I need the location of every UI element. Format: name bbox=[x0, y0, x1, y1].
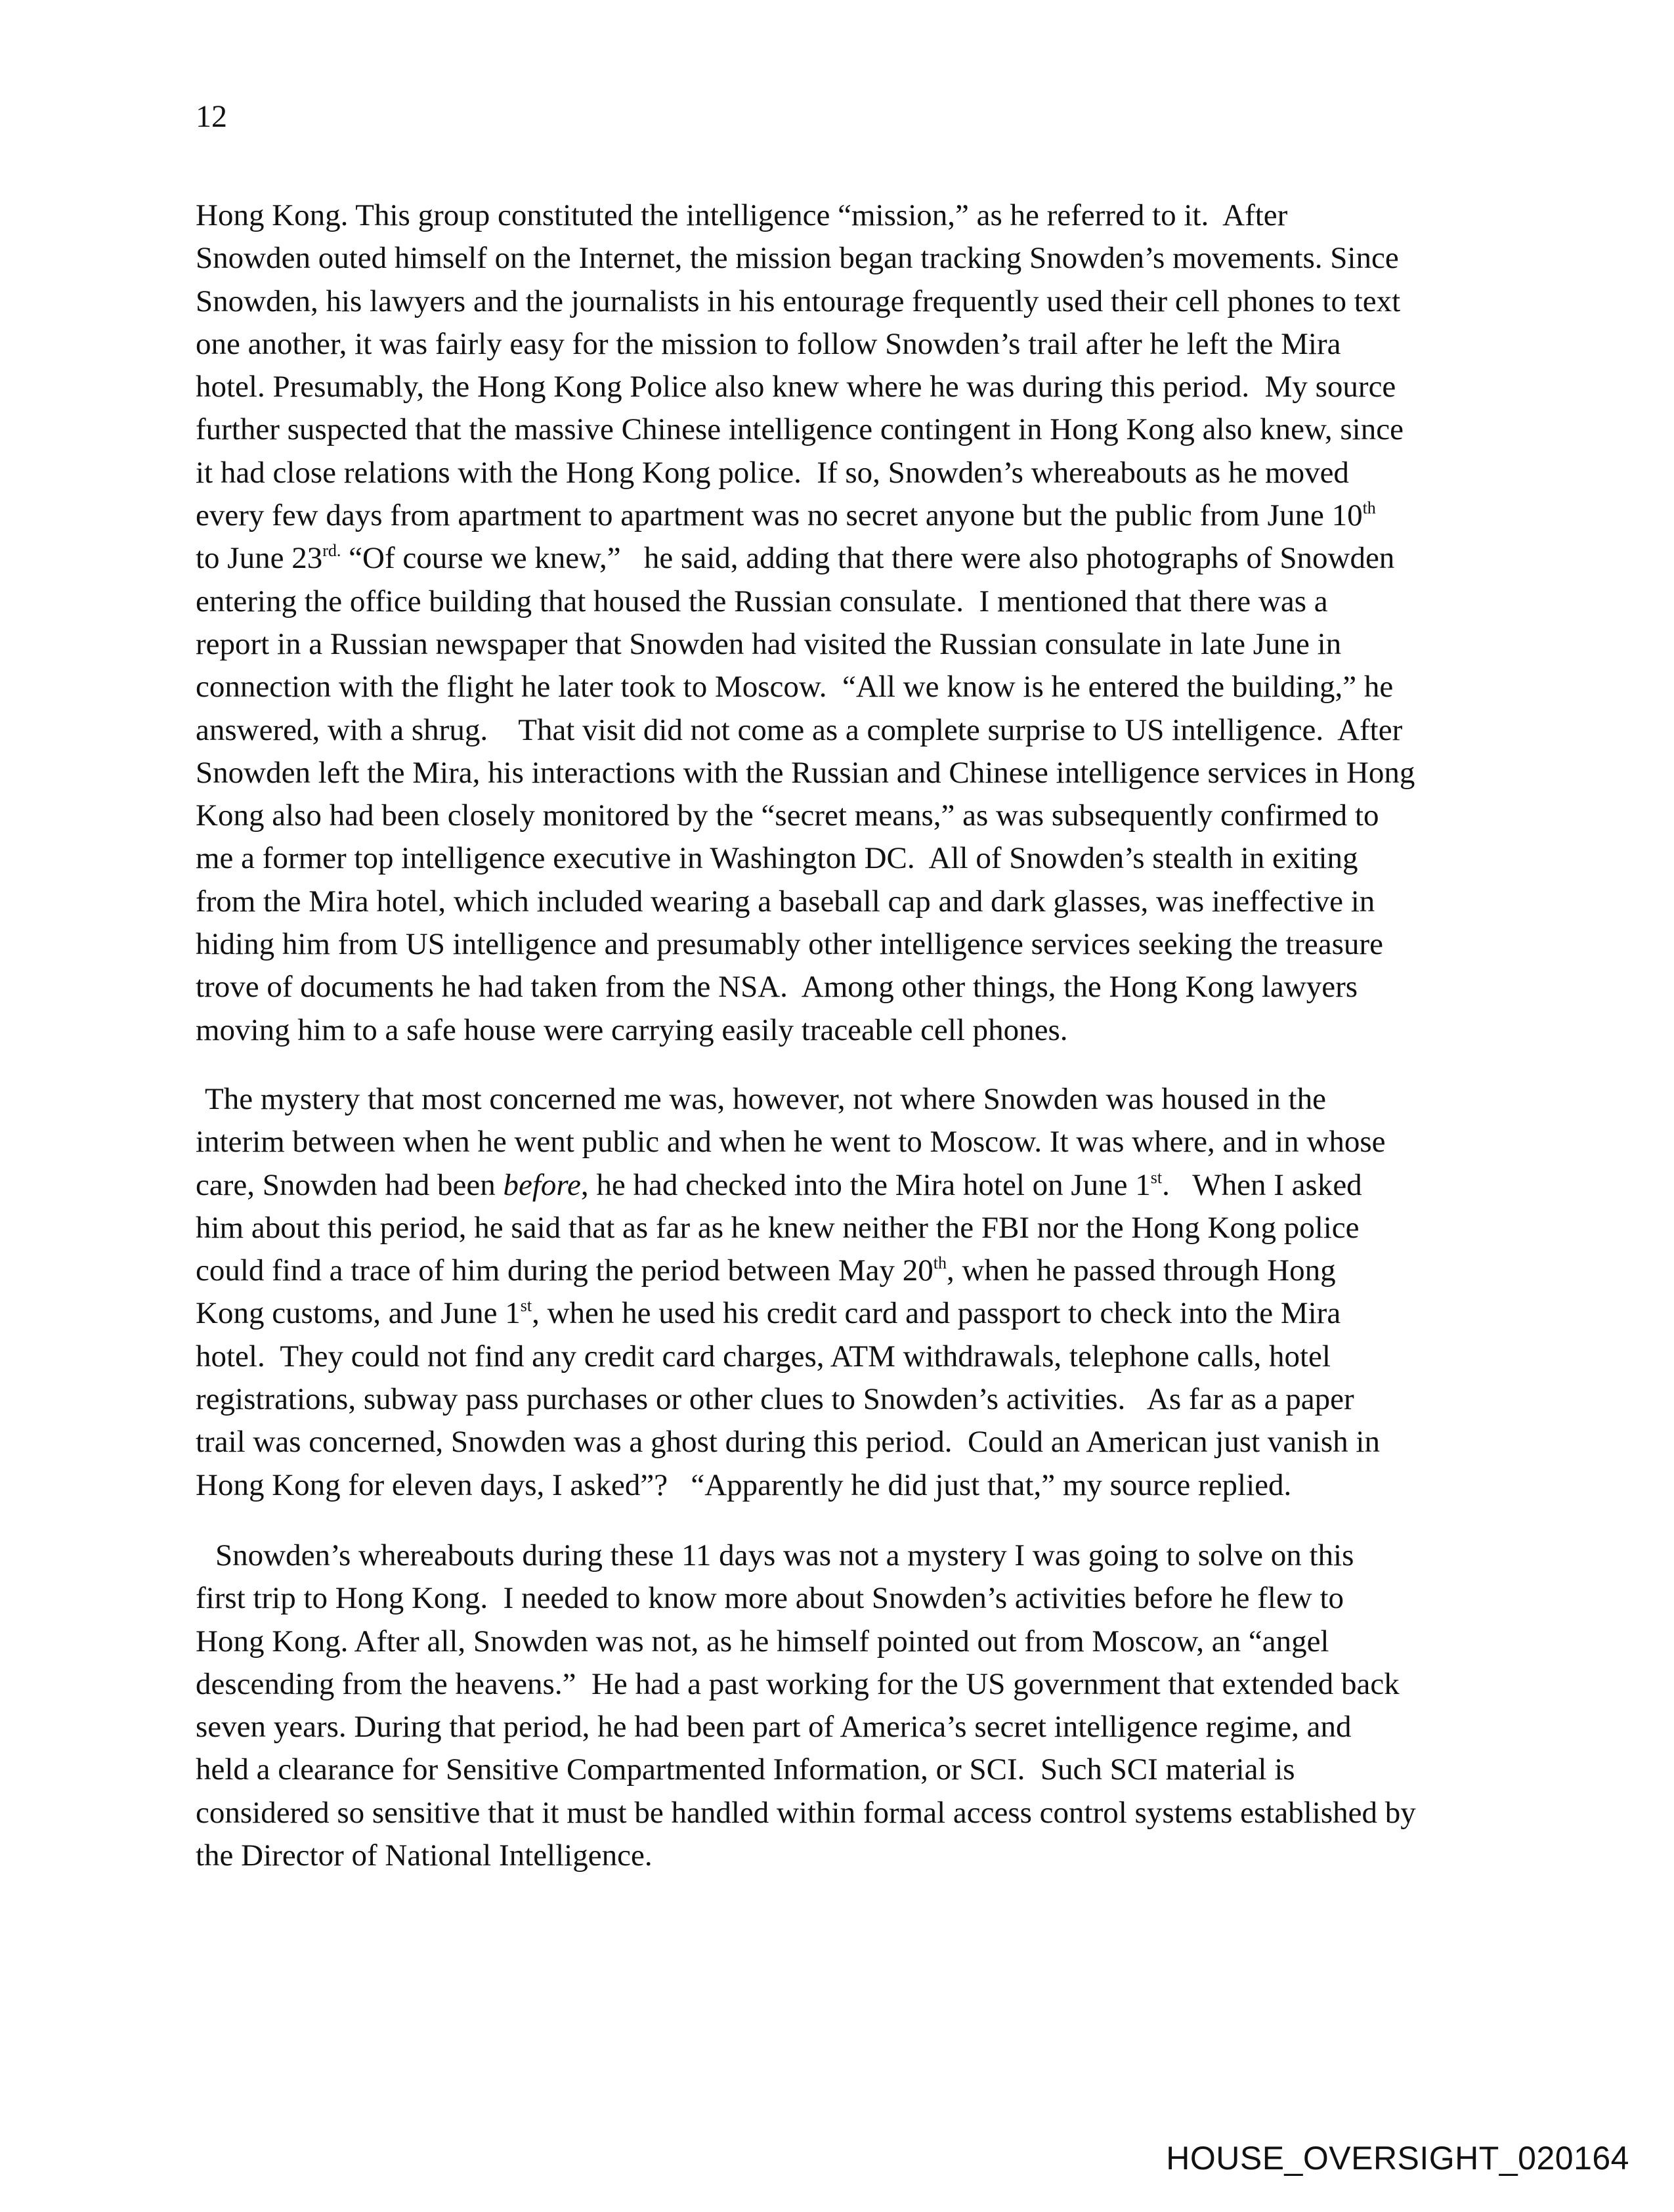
text-line bbox=[196, 752, 1482, 794]
superscript: th bbox=[933, 1253, 947, 1273]
text-run: first trip to Hong Kong. I needed to know more about Snowden’s activities before he flew to bbox=[196, 1581, 1344, 1616]
text-line bbox=[196, 1009, 1482, 1052]
text-line bbox=[196, 1577, 1482, 1620]
text-run: registrations, subway pass purchases or other clues to Snowden’s activities. As far as a paper bbox=[196, 1382, 1354, 1417]
text-run: . When I asked bbox=[1162, 1167, 1362, 1202]
text-line bbox=[196, 709, 1482, 752]
text-line bbox=[196, 452, 1482, 494]
text-run: him about this period, he said that as far as he knew neither the FBI nor the Hong Kong police bbox=[196, 1210, 1360, 1245]
text-line bbox=[196, 194, 1482, 237]
text-line bbox=[196, 666, 1482, 708]
text-run: Hong Kong. This group constituted the intelligence “mission,” as he referred to it. After bbox=[196, 198, 1288, 232]
text-run: seven years. During that period, he had been part of America’s secret intelligence regime, and bbox=[196, 1710, 1352, 1745]
text-line bbox=[196, 366, 1482, 408]
text-line bbox=[196, 880, 1482, 923]
text-run: interim between when he went public and when he went to Moscow. It was where, and in whose bbox=[196, 1125, 1386, 1160]
text-line bbox=[196, 1292, 1482, 1335]
text-line bbox=[196, 537, 1482, 580]
text-run: report in a Russian newspaper that Snowden had visited the Russian consulate in late June in bbox=[196, 626, 1342, 661]
paragraph-2 bbox=[196, 1078, 1482, 1507]
text-run: further suspected that the massive Chinese intelligence contingent in Hong Kong also knew, since bbox=[196, 412, 1404, 447]
text-run: held a clearance for Sensitive Compartmented Information, or SCI. Such SCI material is bbox=[196, 1752, 1295, 1787]
text-run: Snowden left the Mira, his interactions with the Russian and Chinese intelligence services in Hong bbox=[196, 755, 1415, 790]
text-run: Snowden’s whereabouts during these 11 days was not a mystery I was going to solve on this bbox=[215, 1538, 1354, 1572]
text-line bbox=[196, 923, 1482, 966]
text-line bbox=[196, 1378, 1482, 1421]
text-line bbox=[196, 1834, 1482, 1877]
paragraph-1 bbox=[196, 194, 1482, 1052]
text-run: connection with the flight he later took to Moscow. “All we know is he entered the building,” he bbox=[196, 670, 1394, 705]
text-run: the Director of National Intelligence. bbox=[196, 1838, 653, 1873]
text-run: answered, with a shrug. That visit did not come as a complete surprise to US intelligence. After bbox=[196, 712, 1403, 747]
text-run: , he had checked into the Mira hotel on June 1 bbox=[580, 1167, 1151, 1202]
text-run: Hong Kong for eleven days, I asked”? “Apparently he did just that,” my source replied. bbox=[196, 1467, 1292, 1502]
text-line bbox=[196, 794, 1482, 837]
text-run: Hong Kong. After all, Snowden was not, as he himself pointed out from Moscow, an “angel bbox=[196, 1624, 1329, 1659]
text-run: every few days from apartment to apartment was no secret anyone but the public from June 10 bbox=[196, 498, 1363, 533]
text-run: Kong customs, and June 1 bbox=[196, 1296, 521, 1331]
text-run: hiding him from US intelligence and presumably other intelligence services seeking the treasure bbox=[196, 927, 1383, 962]
text-run: to June 23 bbox=[196, 541, 323, 576]
text-line bbox=[196, 494, 1482, 537]
text-line bbox=[196, 1207, 1482, 1249]
text-line bbox=[196, 1792, 1482, 1834]
text-line bbox=[196, 1121, 1482, 1163]
paragraph-3 bbox=[196, 1534, 1482, 1877]
text-run: trail was concerned, Snowden was a ghost during this period. Could an American just vanish in bbox=[196, 1425, 1380, 1460]
italic-text: before bbox=[503, 1167, 581, 1202]
text-line bbox=[196, 966, 1482, 1008]
text-run: hotel. Presumably, the Hong Kong Police also knew where he was during this period. My source bbox=[196, 370, 1396, 404]
text-run: Kong also had been closely monitored by the “secret means,” as was subsequently confirmed to bbox=[196, 798, 1379, 833]
text-run: could find a trace of him during the period between May 20 bbox=[196, 1253, 934, 1288]
text-run: one another, it was fairly easy for the mission to follow Snowden’s trail after he left the Mira bbox=[196, 326, 1341, 361]
text-line bbox=[196, 837, 1482, 880]
superscript: rd. bbox=[322, 541, 341, 561]
text-run: , when he used his credit card and passport to check into the Mira bbox=[532, 1296, 1341, 1331]
superscript: st bbox=[520, 1296, 532, 1316]
text-run: hotel. They could not find any credit card charges, ATM withdrawals, telephone calls, hotel bbox=[196, 1339, 1331, 1374]
text-line bbox=[196, 623, 1482, 666]
text-line bbox=[196, 1421, 1482, 1464]
text-line bbox=[196, 323, 1482, 366]
superscript: th bbox=[1362, 498, 1376, 518]
text-run: it had close relations with the Hong Kong police. If so, Snowden’s whereabouts as he moved bbox=[196, 455, 1349, 490]
text-line bbox=[196, 1706, 1482, 1748]
bates-stamp: HOUSE_OVERSIGHT_020164 bbox=[1166, 2140, 1629, 2177]
text-line bbox=[196, 1748, 1482, 1791]
text-run: “Of course we knew,” he said, adding that there were also photographs of Snowden bbox=[341, 541, 1395, 576]
text-run: from the Mira hotel, which included wearing a baseball cap and dark glasses, was ineffective in bbox=[196, 884, 1375, 919]
page-number: 12 bbox=[196, 99, 227, 134]
text-line bbox=[196, 1249, 1482, 1292]
superscript: st bbox=[1150, 1167, 1163, 1187]
text-line bbox=[196, 1620, 1482, 1663]
text-line bbox=[196, 580, 1482, 623]
text-line bbox=[196, 1663, 1482, 1706]
text-run: me a former top intelligence executive in Washington DC. All of Snowden’s stealth in exiting bbox=[196, 841, 1358, 876]
text-run: descending from the heavens.” He had a past working for the US government that extended back bbox=[196, 1666, 1400, 1701]
text-line bbox=[196, 280, 1482, 323]
text-line bbox=[196, 1078, 1482, 1121]
text-run: considered so sensitive that it must be handled within formal access control systems established by bbox=[196, 1795, 1416, 1830]
text-line bbox=[196, 408, 1482, 451]
text-line bbox=[196, 1164, 1482, 1207]
text-line bbox=[196, 1335, 1482, 1378]
text-run: care, Snowden had been bbox=[196, 1167, 504, 1202]
text-line bbox=[196, 1534, 1482, 1577]
text-run: trove of documents he had taken from the NSA. Among other things, the Hong Kong lawyers bbox=[196, 970, 1358, 1005]
text-run: entering the office building that housed the Russian consulate. I mentioned that there was a bbox=[196, 584, 1328, 618]
text-line bbox=[196, 1464, 1482, 1507]
text-run: The mystery that most concerned me was, however, not where Snowden was housed in the bbox=[205, 1082, 1326, 1116]
text-run: moving him to a safe house were carrying easily traceable cell phones. bbox=[196, 1012, 1068, 1047]
text-line bbox=[196, 237, 1482, 280]
text-run: , when he passed through Hong bbox=[946, 1253, 1336, 1288]
text-run: Snowden outed himself on the Internet, the mission began tracking Snowden’s movements. Since bbox=[196, 241, 1399, 276]
text-run: Snowden, his lawyers and the journalists in his entourage frequently used their cell phones to text bbox=[196, 284, 1401, 318]
